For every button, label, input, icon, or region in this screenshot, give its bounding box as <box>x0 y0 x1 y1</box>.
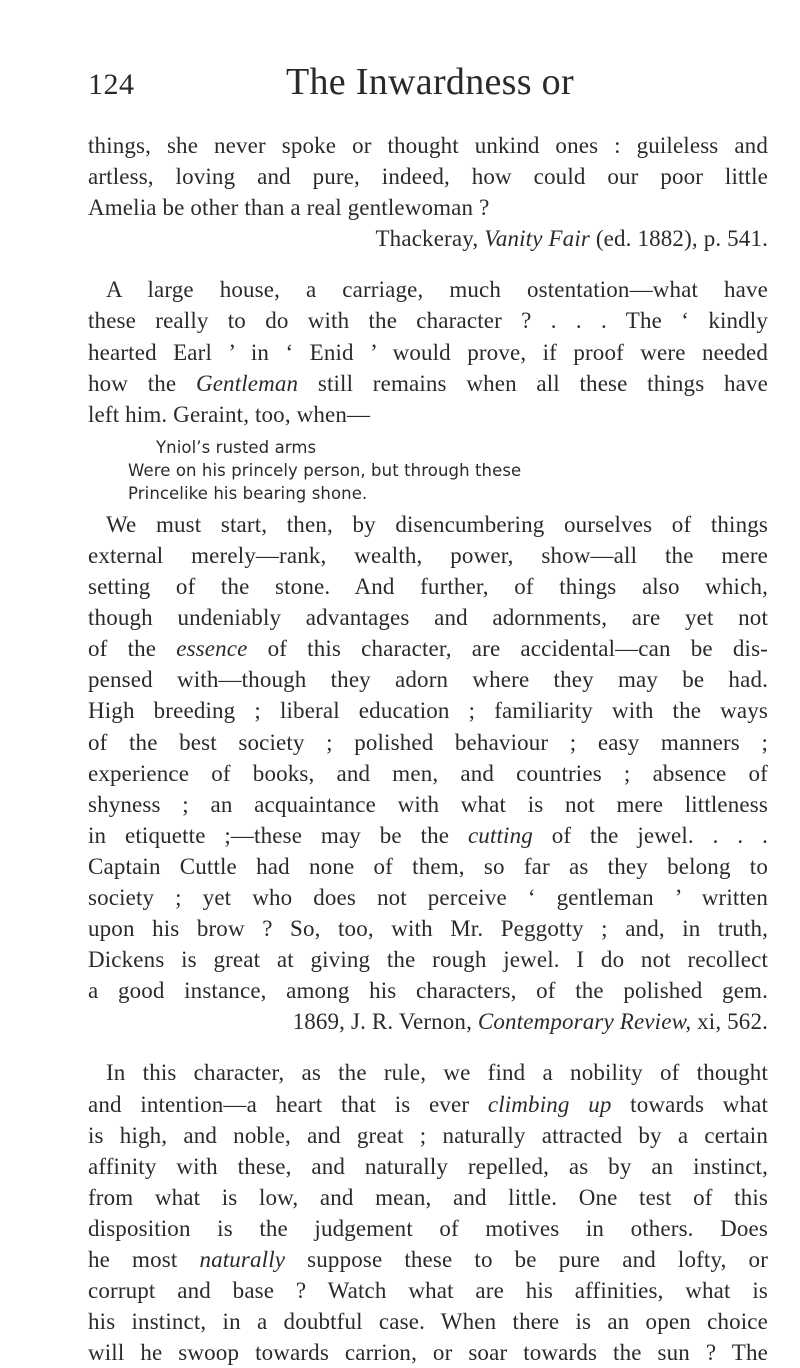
text-line: hearted Earl ’ in ‘ Enid ’ would prove, if proof were needed <box>88 339 768 365</box>
text-line: these really to do with the character ? . . . The ‘ kindly <box>88 308 768 334</box>
text-line: Captain Cuttle had none of them, so far as they belong to <box>88 853 768 879</box>
page-header <box>88 60 740 110</box>
text-line <box>88 633 768 664</box>
verse-line: Were on his princely person, but through these <box>128 460 522 480</box>
running-head: The Inwardness or <box>286 61 574 103</box>
text-line: things, she never spoke or thought unkind ones : guileless and <box>88 133 768 158</box>
text-line <box>88 1244 768 1275</box>
text-span: and intention—a heart that is ever <box>88 1091 488 1117</box>
citation <box>88 223 768 254</box>
text-line: society ; yet who does not perceive ‘ gentleman ’ written <box>88 884 768 910</box>
italic-span: Gentleman <box>195 370 299 396</box>
text-line: a good instance, among his characters, of the polished gem. <box>88 978 768 1004</box>
verse-line: Princelike his bearing shone. <box>128 483 368 503</box>
italic-span: essence <box>176 636 248 662</box>
citation-author: 1869, J. R. Vernon, <box>292 1009 478 1035</box>
text-line: is high, and noble, and great ; naturally attracted by a certain <box>88 1122 768 1148</box>
text-span: of this character, are accidental—can be dis- <box>247 636 768 662</box>
text-line: Amelia be other than a real gentlewoman ? <box>88 195 490 221</box>
text-line: external merely—rank, wealth, power, show—all the mere <box>88 542 768 568</box>
text-line: artless, loving and pure, indeed, how could our poor little <box>88 164 768 190</box>
text-span: in etiquette ;—these may be the <box>88 822 468 848</box>
italic-span: naturally <box>199 1247 286 1272</box>
text-line <box>88 1089 768 1120</box>
text-line: disposition is the judgement of motives in others. Does <box>88 1215 768 1241</box>
text-line: his instinct, in a doubtful case. When there is an open choice <box>88 1309 768 1335</box>
quote-thackeray <box>88 130 768 254</box>
page-number: 124 <box>88 68 135 101</box>
text-line: though undeniably advantages and adornments, are yet not <box>88 605 768 631</box>
quote-nobility <box>88 1057 768 1368</box>
citation <box>88 1006 768 1037</box>
text-line: In this character, as the rule, we find a nobility of thought <box>106 1060 768 1086</box>
text-span: towards what <box>611 1091 769 1117</box>
text-span: how the <box>88 370 196 396</box>
text-line: pensed with—though they adorn where they may be had. <box>88 667 768 693</box>
text-line: High breeding ; liberal education ; familiarity with the ways <box>88 698 768 724</box>
text-line: of the best society ; polished behaviour ; easy manners ; <box>88 729 768 755</box>
text-line <box>88 820 768 851</box>
text-span: suppose these to be pure and lofty, or <box>285 1247 769 1272</box>
verse-line: Yniol’s rusted arms <box>156 437 317 457</box>
text-line: experience of books, and men, and countries ; absence of <box>88 760 768 786</box>
text-span: of the jewel. . . . <box>532 822 768 848</box>
text-line: upon his brow ? So, too, with Mr. Peggotty ; and, in truth, <box>88 916 768 942</box>
citation-details: (ed. 1882), p. 541. <box>589 226 768 252</box>
quote-vernon <box>88 509 768 1038</box>
text-span: he most <box>88 1247 200 1272</box>
italic-span: cutting <box>467 822 533 848</box>
citation-details: xi, 562. <box>691 1009 768 1035</box>
text-line: shyness ; an acquaintance with what is not mere littleness <box>88 791 768 817</box>
verse-quotation <box>88 436 768 505</box>
text-line <box>88 368 768 399</box>
quote-enid <box>88 274 768 504</box>
text-line: A large house, a carriage, much ostentation—what have <box>106 277 768 303</box>
text-line: from what is low, and mean, and little. One test of this <box>88 1184 768 1210</box>
citation-work: Vanity Fair <box>484 226 590 252</box>
citation-author: Thackeray, <box>375 226 485 252</box>
text-line: affinity with these, and naturally repelled, as by an instinct, <box>88 1153 768 1179</box>
text-span: of the <box>88 636 177 662</box>
text-line: setting of the stone. And further, of things also which, <box>88 574 768 600</box>
italic-span: climbing up <box>487 1091 612 1117</box>
text-line: left him. Geraint, too, when— <box>88 401 371 427</box>
text-line: corrupt and base ? Watch what are his affinities, what is <box>88 1278 768 1304</box>
text-line: will he swoop towards carrion, or soar towards the sun ? The <box>88 1340 768 1366</box>
text-line: We must start, then, by disencumbering ourselves of things <box>106 511 768 537</box>
text-span: still remains when all these things have <box>298 370 768 396</box>
body-text <box>88 130 768 1368</box>
text-line: Dickens is great at giving the rough jewel. I do not recollect <box>88 947 768 973</box>
citation-work: Contemporary Review, <box>477 1009 692 1035</box>
